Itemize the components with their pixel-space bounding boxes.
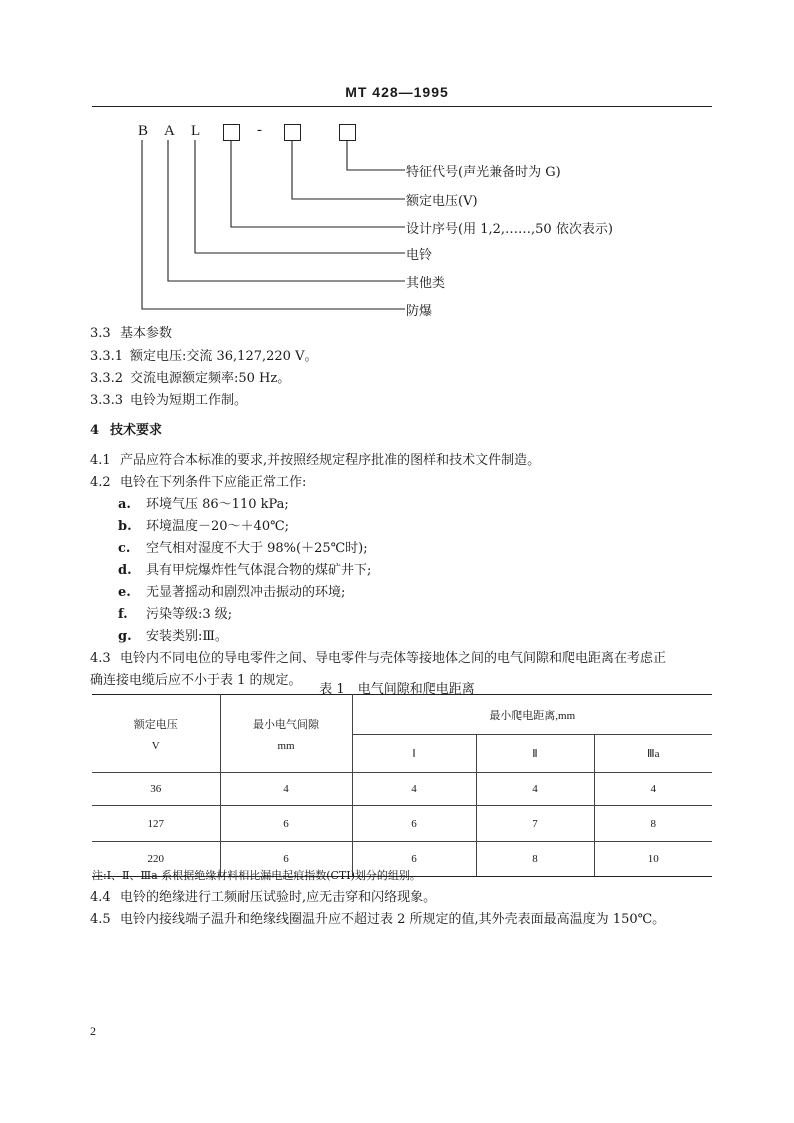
leader-line-feature <box>347 141 405 170</box>
table-header-group-3a: Ⅲa <box>594 735 712 773</box>
table-header-clearance: 最小电气间隙 mm <box>220 695 352 773</box>
table-header-voltage: 额定电压 V <box>92 695 220 773</box>
table-1 <box>92 694 712 877</box>
clause-number: 3.3.3 <box>90 393 124 408</box>
standard-header: MT 428—1995 <box>345 84 449 100</box>
clause-3-3-1 <box>90 345 317 364</box>
clause-text: 电铃为短期工作制。 <box>130 393 248 408</box>
page-number: 2 <box>90 1024 96 1038</box>
condition-item-a: a. 环境气压 86～110 kPa; <box>118 497 289 512</box>
clause-number: 4.4 <box>90 890 111 905</box>
leader-line-explosion <box>142 140 405 309</box>
condition-item-d: d. 具有甲烷爆炸性气体混合物的煤矿井下; <box>118 563 372 578</box>
clause-text: 交流电源额定频率:50 Hz。 <box>130 371 291 386</box>
table-header-group-2: Ⅱ <box>476 735 594 773</box>
clause-number: 4.2 <box>90 475 111 490</box>
code-letter-b: B <box>138 123 149 139</box>
clause-number: 3.3.1 <box>90 349 124 364</box>
section-4-heading <box>90 419 162 438</box>
table-header-group-1: Ⅰ <box>352 735 476 773</box>
leader-line-other <box>168 140 405 281</box>
section-3-3-heading <box>90 322 172 341</box>
clause-number: 4.3 <box>90 651 111 666</box>
leader-line-bell <box>195 140 405 253</box>
table-row: 220 6 6 8 10 <box>92 842 712 877</box>
table-row: 127 6 6 7 8 <box>92 806 712 842</box>
clause-number: 3.3.2 <box>90 371 124 386</box>
condition-item-e: e. 无显著摇动和剧烈冲击振动的环境; <box>118 585 346 600</box>
section-title: 技术要求 <box>110 423 163 438</box>
code-label-voltage: 额定电压(V) <box>406 194 478 209</box>
code-letter-a: A <box>164 123 175 139</box>
section-number: 3.3 <box>90 326 111 341</box>
section-title: 基本参数 <box>120 326 173 341</box>
clause-4-5 <box>90 908 665 927</box>
code-label-design-serial: 设计序号(用 1,2,……,50 依次表示) <box>406 222 613 237</box>
clause-4-1 <box>90 449 540 468</box>
condition-item-f: f. 污染等级:3 级; <box>118 607 233 622</box>
clause-text: 额定电压:交流 36,127,220 V。 <box>130 349 318 364</box>
condition-item-c: c. 空气相对湿度不大于 98%(＋25℃时); <box>118 541 368 556</box>
condition-item-g: g. 安装类别:Ⅲ。 <box>118 629 228 644</box>
code-label-feature: 特征代号(声光兼备时为 G) <box>406 165 561 180</box>
table-header-creepage: 最小爬电距离,mm <box>352 695 712 735</box>
model-code-leader-lines <box>0 0 794 330</box>
leader-line-design-serial <box>231 141 405 227</box>
clause-text: 电铃的绝缘进行工频耐压试验时,应无击穿和闪络现象。 <box>120 890 437 905</box>
clause-4-4 <box>90 886 436 905</box>
clause-text: 产品应符合本标准的要求,并按照经规定程序批准的图样和技术文件制造。 <box>120 453 541 468</box>
clause-text: 电铃内不同电位的导电零件之间、导电零件与壳体等接地体之间的电气间隙和爬电距离在考虑正 <box>120 651 667 666</box>
code-label-bell: 电铃 <box>406 248 433 263</box>
section-number: 4 <box>90 423 100 438</box>
code-dash: - <box>257 122 262 138</box>
table-1-caption: 表 1 电气间隙和爬电距离 <box>319 682 475 697</box>
code-letter-l: L <box>191 123 201 139</box>
code-label-explosion: 防爆 <box>406 304 433 319</box>
clause-number: 4.1 <box>90 453 111 468</box>
clause-4-2 <box>90 471 306 490</box>
code-label-other: 其他类 <box>406 276 446 291</box>
clause-text: 电铃在下列条件下应能正常工作: <box>120 475 307 490</box>
clause-text: 电铃内接线端子温升和绝缘线圈温升应不超过表 2 所规定的值,其外壳表面最高温度为 150℃。 <box>120 912 666 927</box>
table-1-note: 注:Ⅰ、Ⅱ、Ⅲa 系根据绝缘材料相比漏电起痕指数(CTI)划分的组别。 <box>92 869 421 882</box>
clause-3-3-2 <box>90 367 290 386</box>
clause-3-3-3 <box>90 389 247 408</box>
condition-item-b: b. 环境温度－20～＋40℃; <box>118 519 290 534</box>
clause-4-3-line2: 确连接电缆后应不小于表 1 的规定。 <box>90 673 302 688</box>
clause-4-3-line1 <box>90 647 666 666</box>
table-row: 36 4 4 4 4 <box>92 773 712 806</box>
clause-number: 4.5 <box>90 912 111 927</box>
